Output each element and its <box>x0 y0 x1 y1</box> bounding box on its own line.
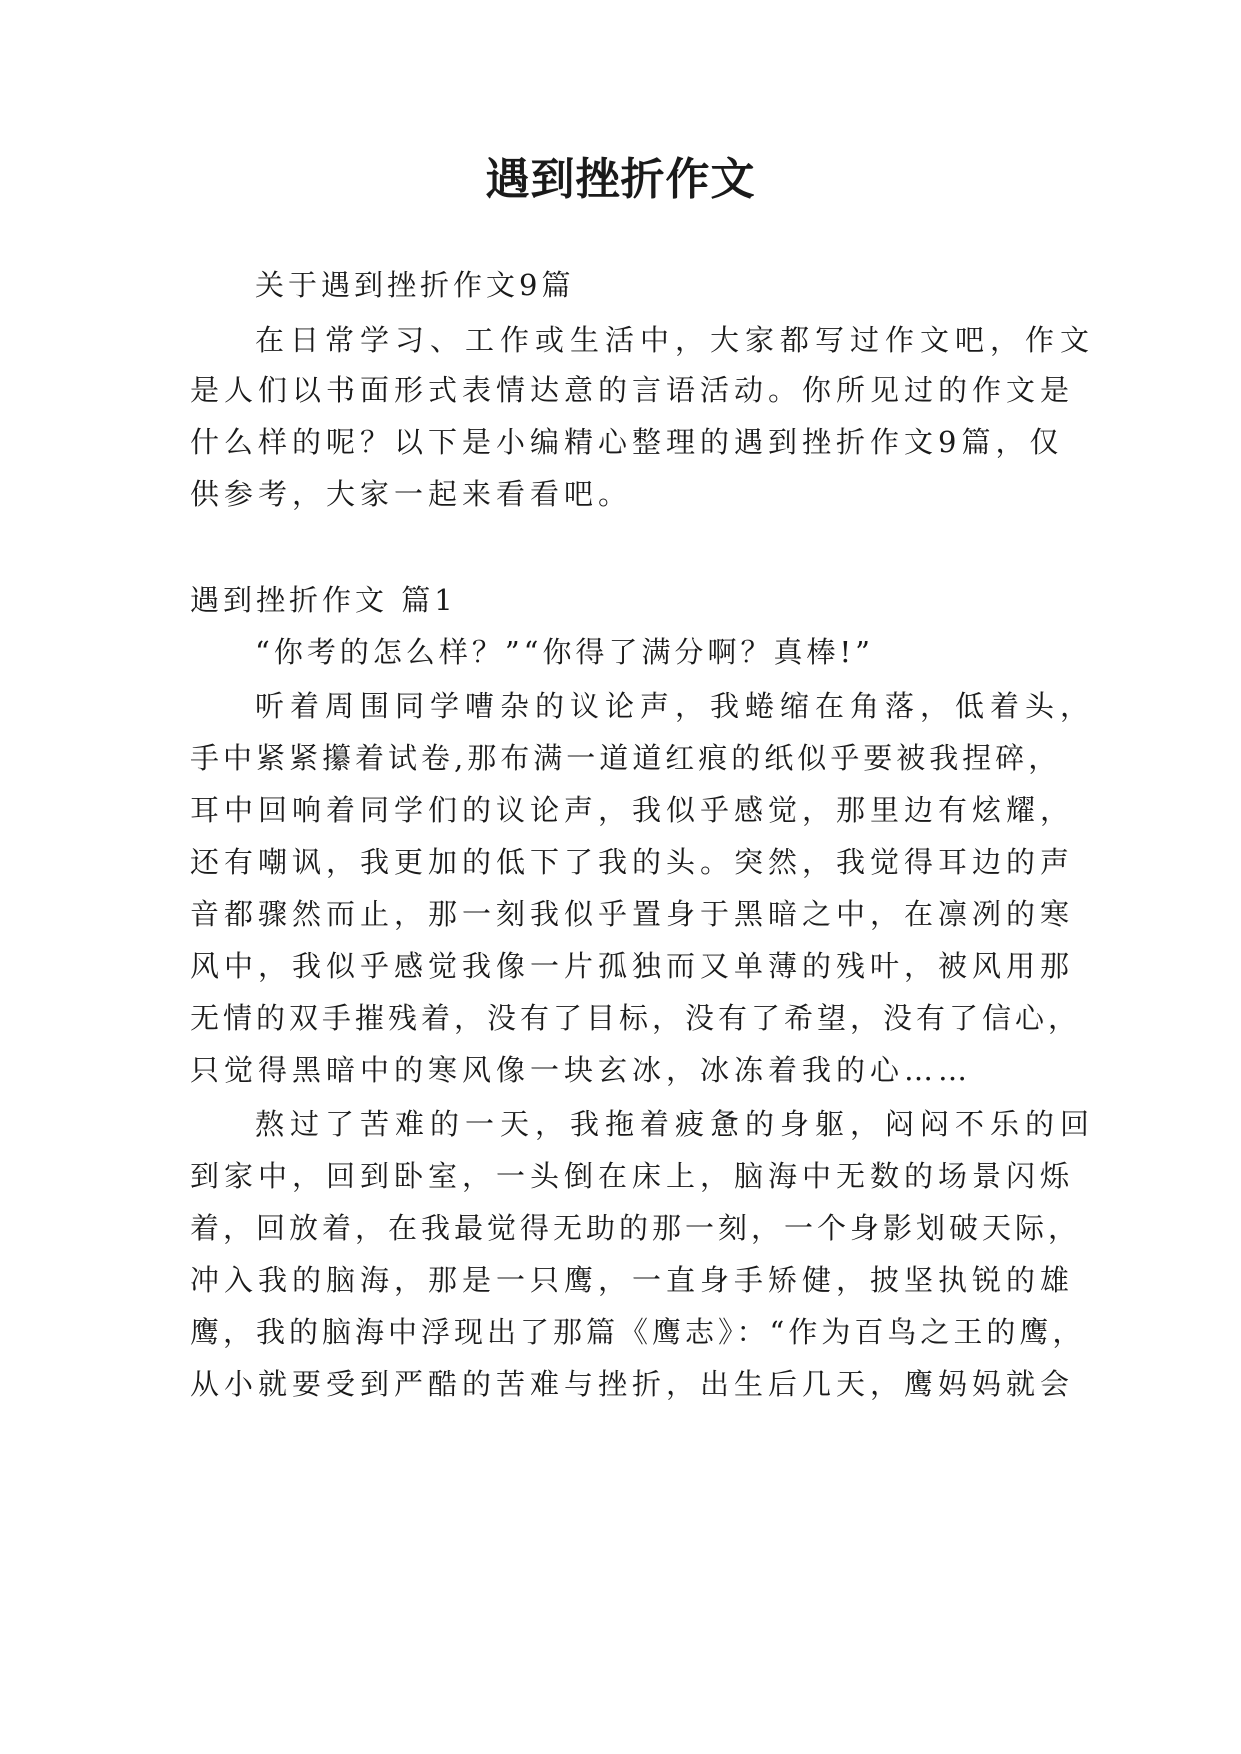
intro-line: 供参考，大家一起来看看吧。 <box>190 477 633 511</box>
body-line: 还有嘲讽，我更加的低下了我的头。突然，我觉得耳边的声 <box>190 845 1075 879</box>
body-line: 音都骤然而止，那一刻我似乎置身于黑暗之中，在凛冽的寒 <box>190 897 1075 931</box>
body-line: 手中紧紧攥着试卷,那布满一道道红痕的纸似乎要被我捏碎， <box>190 741 1062 775</box>
intro-line: 在日常学习、工作或生活中，大家都写过作文吧，作文 <box>255 323 1096 357</box>
body-line: 熬过了苦难的一天，我拖着疲惫的身躯，闷闷不乐的回 <box>255 1107 1096 1141</box>
body-line: 听着周围同学嘈杂的议论声，我蜷缩在角落，低着头， <box>255 689 1096 723</box>
body-line: 鹰，我的脑海中浮现出了那篇《鹰志》：“作为百鸟之王的鹰， <box>190 1315 1086 1349</box>
body-line: 冲入我的脑海，那是一只鹰，一直身手矫健，披坚执锐的雄 <box>190 1263 1075 1297</box>
document-title: 遇到挫折作文 <box>485 154 756 205</box>
body-line: 无情的双手摧残着，没有了目标，没有了希望，没有了信心， <box>190 1001 1082 1035</box>
body-line: 从小就要受到严酷的苦难与挫折，出生后几天，鹰妈妈就会 <box>190 1367 1075 1401</box>
body-line: 风中，我似乎感觉我像一片孤独而又单薄的残叶，被风用那 <box>190 949 1075 983</box>
intro-line: 是人们以书面形式表情达意的言语活动。你所见过的作文是 <box>190 373 1075 407</box>
body-line: 着，回放着，在我最觉得无助的那一刻，一个身影划破天际， <box>190 1211 1082 1245</box>
intro-line: 什么样的呢？以下是小编精心整理的遇到挫折作文9篇，仅 <box>190 425 1064 459</box>
section-heading: 遇到挫折作文 篇1 <box>190 583 457 617</box>
body-line: 耳中回响着同学们的议论声，我似乎感觉，那里边有炫耀， <box>190 793 1075 827</box>
body-line: 只觉得黑暗中的寒风像一块玄冰，冰冻着我的心…… <box>190 1053 973 1087</box>
body-line: “你考的怎么样？”“你得了满分啊？真棒!” <box>255 635 874 669</box>
document-subtitle: 关于遇到挫折作文9篇 <box>255 268 575 302</box>
body-line: 到家中，回到卧室，一头倒在床上，脑海中无数的场景闪烁 <box>190 1159 1075 1193</box>
